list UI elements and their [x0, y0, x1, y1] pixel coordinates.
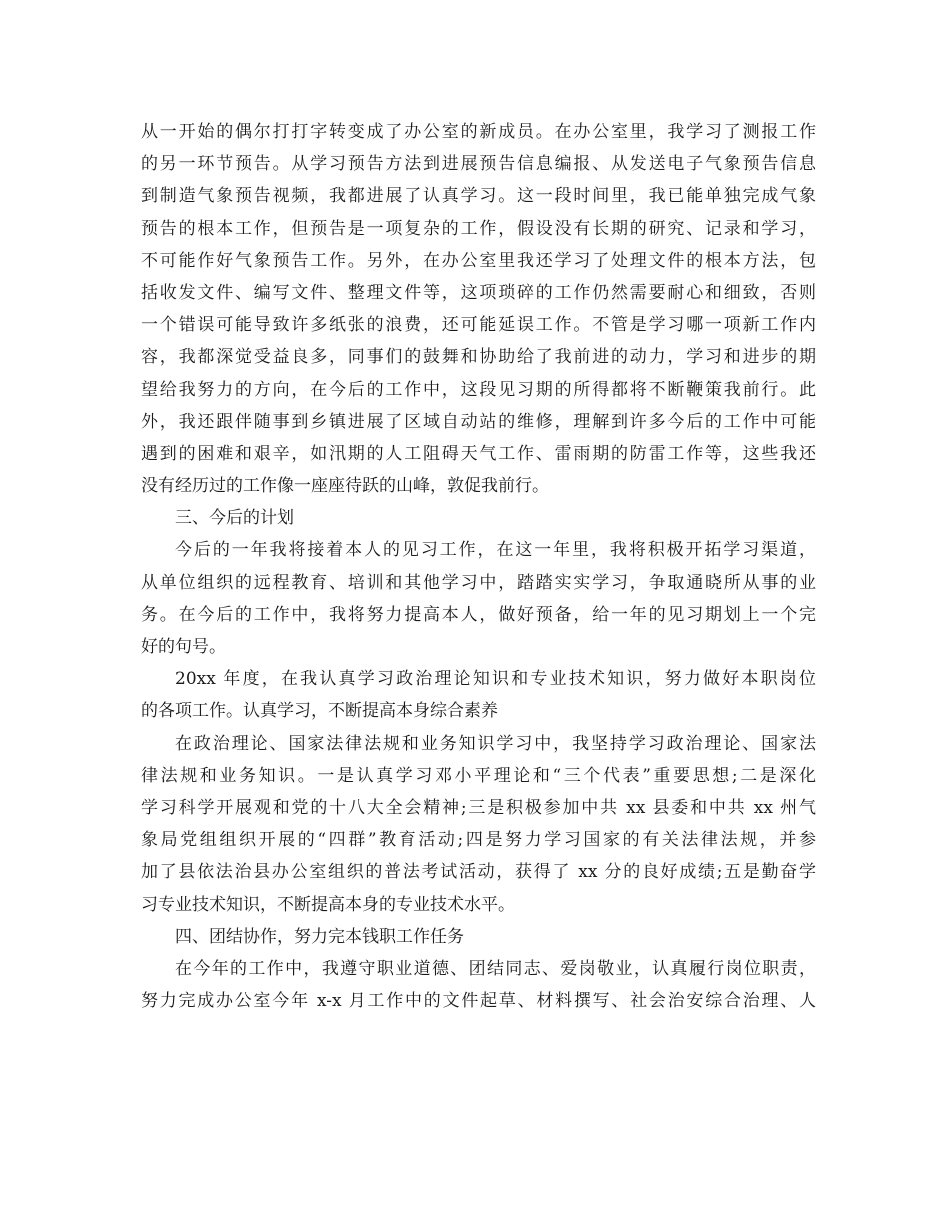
text-line: 努力完成办公室今年 x-x 月工作中的文件起草、材料撰写、社会治安综合治理、人	[141, 991, 816, 1012]
text-line: 外，我还跟伴随事到乡镇进展了区域自动站的维修，理解到许多今后的工作中可能	[141, 411, 816, 432]
text-line: 没有经历过的工作像一座座待跃的山峰，敦促我前行。	[141, 476, 549, 497]
text-line: 20xx 年度，在我认真学习政治理论知识和专业技术知识，努力做好本职岗位	[175, 669, 816, 690]
text-line: 预告的根本工作，但预告是一项复杂的工作，假设没有长期的研究、记录和学习，	[141, 218, 816, 239]
text-line: 从单位组织的远程教育、培训和其他学习中，踏踏实实学习，争取通晓所从事的业	[141, 572, 816, 593]
text-line: 好的句号。	[141, 637, 226, 657]
text-line: 今后的一年我将接着本人的见习工作，在这一年里，我将积极开拓学习渠道，	[175, 540, 816, 561]
text-line: 到制造气象预告视频，我都进展了认真学习。这一段时间里，我已能单独完成气象	[141, 186, 816, 207]
text-line: 一个错误可能导致许多纸张的浪费，还可能延误工作。不管是学习哪一项新工作内	[141, 315, 816, 336]
text-line: 括收发文件、编写文件、整理文件等，这项琐碎的工作仍然需要耐心和细致，否则	[141, 282, 816, 303]
text-line: 务。在今后的工作中，我将努力提高本人，做好预备，给一年的见习期划上一个完	[141, 604, 816, 625]
text-line: 习专业技术知识，不断提高本身的专业技术水平。	[141, 894, 515, 915]
text-line: 学习科学开展观和党的十八大全会精神;三是积极参加中共 xx 县委和中共 xx 州气	[141, 797, 816, 818]
text-line: 在今年的工作中，我遵守职业道德、团结同志、爱岗敬业，认真履行岗位职责，	[175, 958, 816, 979]
text-line: 在政治理论、国家法律法规和业务知识学习中，我坚持学习政治理论、国家法	[175, 733, 816, 754]
text-line: 望给我努力的方向，在今后的工作中，这段见习期的所得都将不断鞭策我前行。此	[141, 379, 816, 400]
text-line: 加了县依法治县办公室组织的普法考试活动，获得了 xx 分的良好成绩;五是勤奋学	[141, 862, 816, 883]
text-line: 律法规和业务知识。一是认真学习邓小平理论和“三个代表”重要思想;二是深化	[141, 765, 816, 786]
text-line: 的各项工作。认真学习，不断提高本身综合素养	[141, 701, 498, 722]
text-line: 象局党组组织开展的“四群”教育活动;四是努力学习国家的有关法律法规，并参	[141, 830, 816, 851]
text-line: 遇到的困难和艰辛，如汛期的人工阻碍天气工作、雷雨期的防雷工作等，这些我还	[141, 443, 816, 464]
document-body	[141, 116, 816, 1017]
section-heading: 四、团结协作，努力完本钱职工作任务	[175, 926, 464, 947]
text-line: 不可能作好气象预告工作。另外，在办公室里我还学习了处理文件的根本方法，包	[141, 250, 816, 271]
section-heading: 三、今后的计划	[175, 508, 294, 529]
text-line: 的另一环节预告。从学习预告方法到进展预告信息编报、从发送电子气象预告信息	[141, 154, 816, 175]
text-line: 容，我都深觉受益良多，同事们的鼓舞和协助给了我前进的动力，学习和进步的期	[141, 347, 816, 368]
text-line: 从一开始的偶尔打打字转变成了办公室的新成员。在办公室里，我学习了测报工作	[141, 122, 816, 142]
